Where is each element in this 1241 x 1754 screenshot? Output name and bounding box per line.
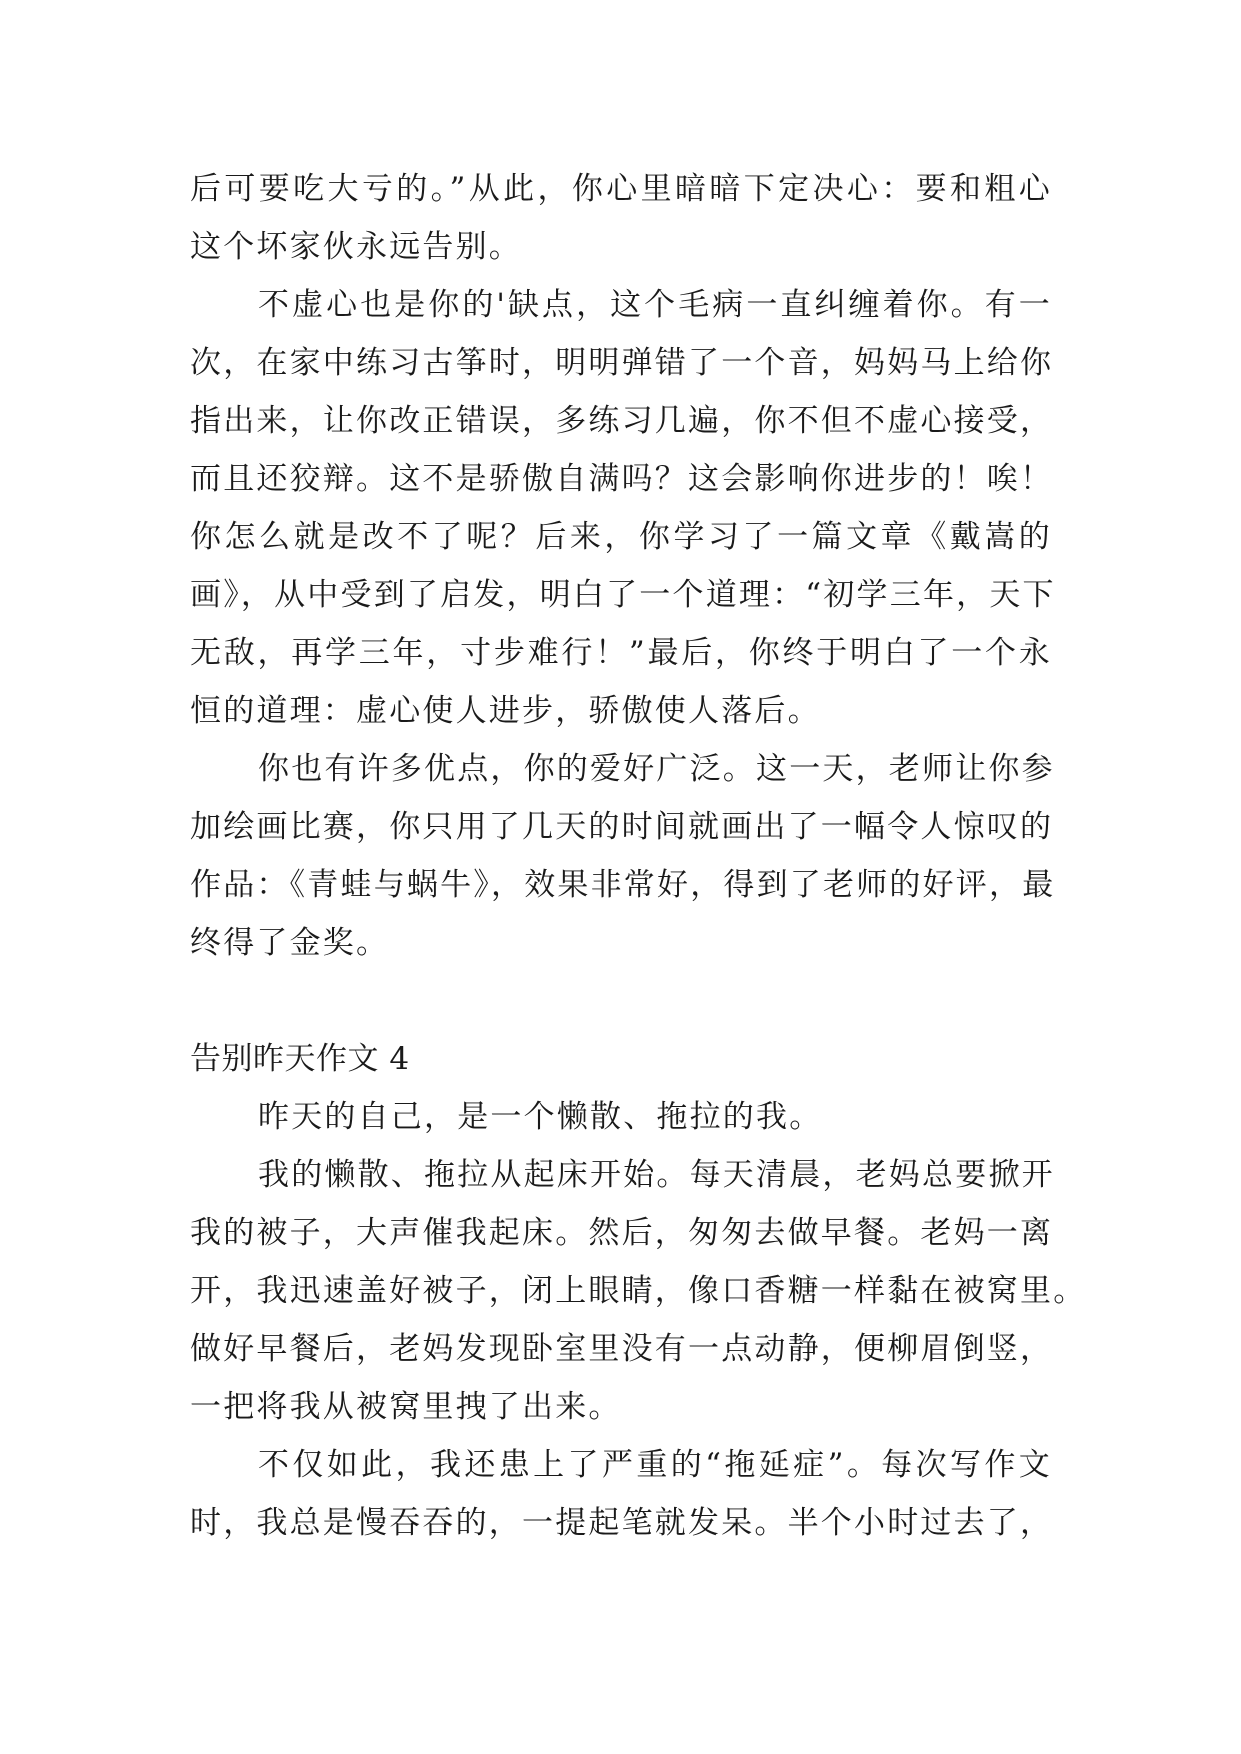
text-line: 终得了金奖。: [190, 925, 390, 961]
text-line: 这个坏家伙永远告别。: [190, 229, 522, 265]
paragraph-morning: [190, 1146, 1087, 1436]
text-line: 我的懒散、拖拉从起床开始。每天清晨，老妈总要掀开: [258, 1157, 1055, 1193]
text-line: 做好早餐后，老妈发现卧室里没有一点动静，便柳眉倒竖，: [190, 1331, 1054, 1367]
text-line: 我的被子，大声催我起床。然后，匆匆去做早餐。老妈一离: [190, 1215, 1054, 1251]
text-line: 开，我迅速盖好被子，闭上眼睛，像口香糖一样黏在被窝里。: [190, 1273, 1087, 1309]
section-spacer: [190, 972, 1052, 1030]
paragraph-careless: [190, 160, 1052, 276]
text-line: 而且还狡辩。这不是骄傲自满吗？这会影响你进步的！唉！: [190, 461, 1054, 497]
text-line: 画》，从中受到了启发，明白了一个道理：“初学三年，天下: [190, 577, 1056, 613]
text-line: 时，我总是慢吞吞的，一提起笔就发呆。半个小时过去了，: [190, 1505, 1054, 1541]
paragraph-strengths: [190, 740, 1056, 972]
text-line: 作品：《青蛙与蜗牛》，效果非常好，得到了老师的好评，最: [190, 867, 1056, 903]
text-line: 不虚心也是你的'缺点，这个毛病一直纠缠着你。有一: [258, 287, 1052, 323]
text-line: 后可要吃大亏的。”从此，你心里暗暗下定决心：要和粗心: [190, 171, 1052, 207]
text-line: 你怎么就是改不了呢？后来，你学习了一篇文章《戴嵩的: [190, 519, 1052, 555]
text-line: 一把将我从被窝里拽了出来。: [190, 1389, 622, 1425]
document-page: [190, 160, 1087, 1552]
paragraph-procrastination: [190, 1436, 1052, 1552]
text-line: 无敌，再学三年，寸步难行！”最后，你终于明白了一个永: [190, 635, 1052, 671]
text-line: 指出来，让你改正错误，多练习几遍，你不但不虚心接受，: [190, 403, 1054, 439]
text-line: 你也有许多优点，你的爱好广泛。这一天，老师让你参: [258, 751, 1055, 787]
text-line: 不仅如此，我还患上了严重的“拖延症”。每次写作文: [258, 1447, 1052, 1483]
paragraph-intro: [190, 1088, 1052, 1146]
text-line: 恒的道理：虚心使人进步，骄傲使人落后。: [190, 693, 821, 729]
text-line: 次，在家中练习古筝时，明明弹错了一个音，妈妈马上给你: [190, 345, 1054, 381]
text-line: 昨天的自己，是一个懒散、拖拉的我。: [258, 1099, 823, 1135]
text-line: 加绘画比赛，你只用了几天的时间就画出了一幅令人惊叹的: [190, 809, 1054, 845]
paragraph-not-modest: [190, 276, 1056, 740]
essay-heading: 告别昨天作文 4: [190, 1041, 410, 1077]
